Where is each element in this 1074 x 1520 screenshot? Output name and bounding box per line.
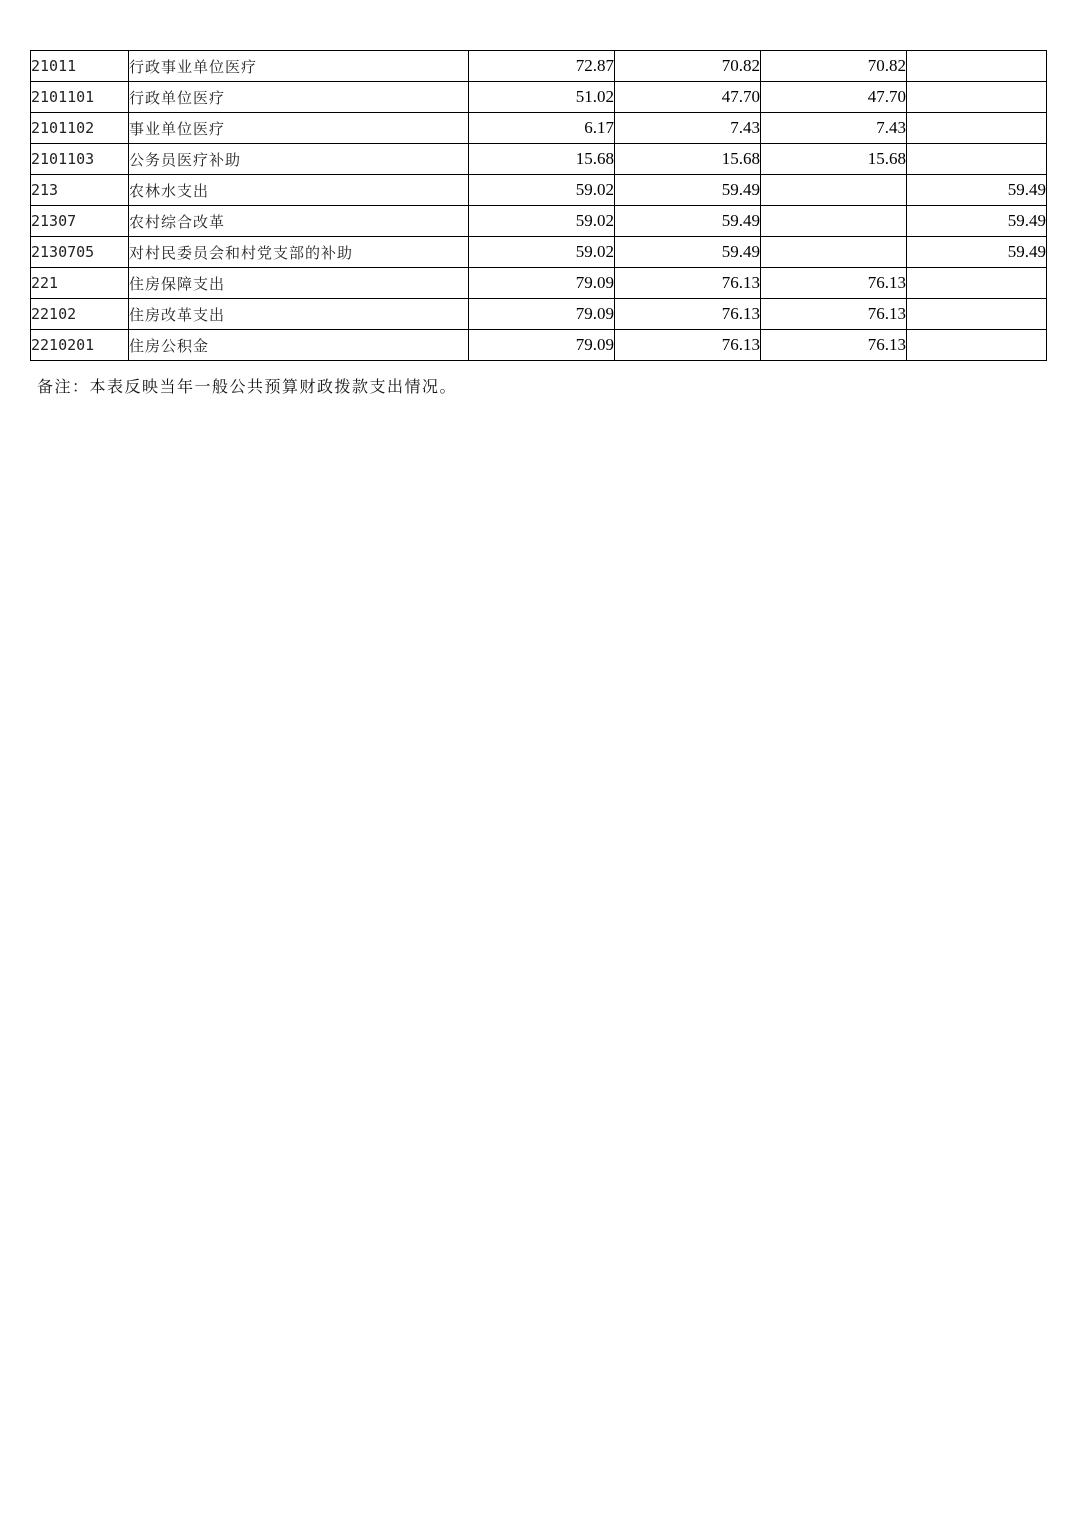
amount-cell-4 [907, 51, 1047, 82]
amount-cell-4 [907, 330, 1047, 361]
subject-name-cell: 行政单位医疗 [129, 82, 469, 113]
subject-code-cell: 221 [31, 268, 129, 299]
table-row [31, 206, 1047, 237]
subject-code-cell: 213 [31, 175, 129, 206]
amount-cell-2: 47.70 [615, 82, 761, 113]
amount-cell-1: 59.02 [469, 237, 615, 268]
amount-cell-2: 7.43 [615, 113, 761, 144]
amount-cell-4: 59.49 [907, 206, 1047, 237]
amount-cell-3 [761, 237, 907, 268]
budget-expenditure-table [30, 50, 1047, 361]
subject-name-cell: 住房公积金 [129, 330, 469, 361]
amount-cell-3 [761, 175, 907, 206]
amount-cell-4 [907, 268, 1047, 299]
subject-code-cell: 22102 [31, 299, 129, 330]
amount-cell-2: 59.49 [615, 175, 761, 206]
subject-name-cell: 行政事业单位医疗 [129, 51, 469, 82]
amount-cell-2: 59.49 [615, 206, 761, 237]
amount-cell-1: 6.17 [469, 113, 615, 144]
subject-code-cell: 2210201 [31, 330, 129, 361]
subject-name-cell: 事业单位医疗 [129, 113, 469, 144]
amount-cell-3: 76.13 [761, 268, 907, 299]
subject-name-cell: 住房改革支出 [129, 299, 469, 330]
table-body [31, 51, 1047, 361]
amount-cell-1: 79.09 [469, 299, 615, 330]
amount-cell-1: 15.68 [469, 144, 615, 175]
subject-name-cell: 农林水支出 [129, 175, 469, 206]
subject-code-cell: 21011 [31, 51, 129, 82]
table-row [31, 113, 1047, 144]
amount-cell-1: 79.09 [469, 330, 615, 361]
amount-cell-1: 72.87 [469, 51, 615, 82]
amount-cell-2: 70.82 [615, 51, 761, 82]
subject-code-cell: 2101103 [31, 144, 129, 175]
amount-cell-3: 76.13 [761, 330, 907, 361]
amount-cell-2: 59.49 [615, 237, 761, 268]
subject-code-cell: 21307 [31, 206, 129, 237]
amount-cell-4 [907, 299, 1047, 330]
amount-cell-1: 59.02 [469, 175, 615, 206]
amount-cell-3: 70.82 [761, 51, 907, 82]
subject-code-cell: 2101101 [31, 82, 129, 113]
subject-name-cell: 公务员医疗补助 [129, 144, 469, 175]
amount-cell-3 [761, 206, 907, 237]
amount-cell-3: 15.68 [761, 144, 907, 175]
budget-table-container [30, 50, 1046, 361]
amount-cell-1: 59.02 [469, 206, 615, 237]
amount-cell-2: 76.13 [615, 299, 761, 330]
amount-cell-2: 15.68 [615, 144, 761, 175]
subject-code-cell: 2130705 [31, 237, 129, 268]
table-row [31, 144, 1047, 175]
table-row [31, 51, 1047, 82]
amount-cell-4 [907, 82, 1047, 113]
amount-cell-1: 51.02 [469, 82, 615, 113]
subject-name-cell: 住房保障支出 [129, 268, 469, 299]
amount-cell-4: 59.49 [907, 175, 1047, 206]
amount-cell-3: 76.13 [761, 299, 907, 330]
amount-cell-2: 76.13 [615, 330, 761, 361]
subject-code-cell: 2101102 [31, 113, 129, 144]
amount-cell-2: 76.13 [615, 268, 761, 299]
amount-cell-1: 79.09 [469, 268, 615, 299]
table-row [31, 237, 1047, 268]
table-row [31, 82, 1047, 113]
table-footnote: 备注：本表反映当年一般公共预算财政拨款支出情况。 [37, 377, 458, 396]
table-row [31, 330, 1047, 361]
amount-cell-4 [907, 144, 1047, 175]
amount-cell-4: 59.49 [907, 237, 1047, 268]
amount-cell-4 [907, 113, 1047, 144]
amount-cell-3: 7.43 [761, 113, 907, 144]
table-row [31, 299, 1047, 330]
amount-cell-3: 47.70 [761, 82, 907, 113]
table-row [31, 268, 1047, 299]
subject-name-cell: 农村综合改革 [129, 206, 469, 237]
table-row [31, 175, 1047, 206]
subject-name-cell: 对村民委员会和村党支部的补助 [129, 237, 469, 268]
